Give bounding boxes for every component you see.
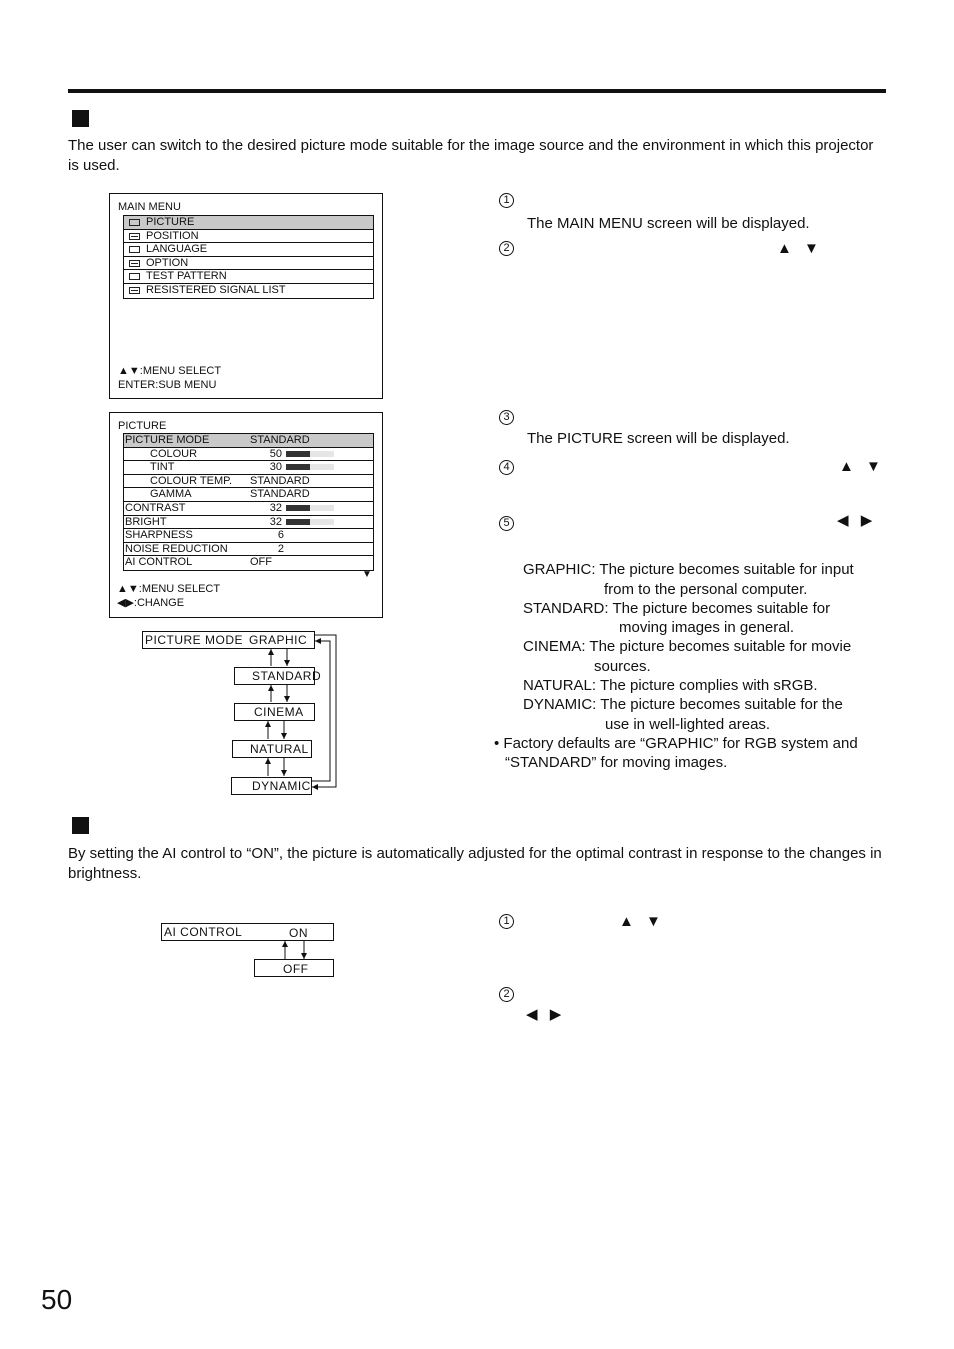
ai-control-header-box [161, 923, 334, 941]
ai-control-label: AI CONTROL [164, 925, 243, 939]
left-right-arrow-icon: ◀ ▶ [526, 1006, 566, 1023]
picture-menu-row-value: STANDARD [250, 434, 310, 446]
step-2-number: 2 [499, 241, 514, 256]
picture-menu-row-label: PICTURE MODE [125, 434, 210, 446]
main-menu-item-label: OPTION [146, 256, 189, 269]
picture-menu-row-value: OFF [250, 556, 272, 569]
main-menu-item-label: PICTURE [146, 216, 195, 228]
standard-desc-2: moving images in general. [619, 619, 795, 636]
step-5-number: 5 [499, 516, 514, 531]
graphic-desc-1: GRAPHIC: The picture becomes suitable for input [523, 561, 854, 578]
ai-step-1-number: 1 [499, 914, 514, 929]
main-menu-item-label: RESISTERED SIGNAL LIST [146, 283, 286, 296]
picture-menu-row-label: AI CONTROL [125, 556, 193, 569]
page-number: 50 [41, 1284, 73, 1315]
main-menu-title: MAIN MENU [118, 201, 181, 213]
up-down-arrow-icon: ▲ ▼ [619, 913, 665, 930]
up-down-arrow-icon: ▲ ▼ [839, 458, 885, 475]
picture-menu-row-number: 32 [269, 515, 282, 528]
picture-menu-row-label: TINT [150, 461, 175, 474]
main-menu-footer-select: ▲▼:MENU SELECT [118, 365, 222, 377]
picture-menu-title: PICTURE [118, 420, 167, 432]
ai-control-off: OFF [283, 962, 309, 976]
picture-menu-row-label: SHARPNESS [125, 529, 193, 542]
mode-graphic: GRAPHIC [249, 633, 308, 647]
intro-paragraph: The user can switch to the desired picture mode suitable for the image source and the environment in which this projector is used. [68, 137, 874, 174]
picture-menu-row-number: 2 [277, 542, 284, 555]
graphic-desc-2: from to the personal computer. [604, 581, 808, 598]
picture-menu-row-label: CONTRAST [125, 501, 186, 514]
picture-menu-row-label: COLOUR [150, 447, 198, 460]
dynamic-desc-1: DYNAMIC: The picture becomes suitable for the [523, 696, 843, 713]
ai-step-2-number: 2 [499, 987, 514, 1002]
step-3-number: 3 [499, 410, 514, 425]
scroll-down-icon: ▼ [362, 569, 372, 580]
picture-menu-row-label: BRIGHT [125, 515, 167, 528]
mode-diagram-label: PICTURE MODE [145, 633, 244, 647]
step-4-number: 4 [499, 460, 514, 475]
picture-menu-row-number: 50 [269, 447, 282, 460]
natural-desc-1: NATURAL: The picture complies with sRGB. [523, 677, 818, 694]
mode-dynamic: DYNAMIC [252, 779, 311, 793]
main-menu-footer-enter: ENTER:SUB MENU [118, 379, 217, 391]
picture-menu-row-number: 32 [269, 501, 282, 514]
mode-natural: NATURAL [250, 742, 309, 756]
picture-menu-footer-select: ▲▼:MENU SELECT [117, 583, 221, 595]
step-3-text: The PICTURE screen will be displayed. [527, 430, 790, 447]
main-menu-item-label: LANGUAGE [146, 243, 208, 256]
ai-control-off-box [254, 959, 334, 977]
step-1-text: The MAIN MENU screen will be displayed. [527, 215, 810, 232]
factory-default-note-1: • Factory defaults are “GRAPHIC” for RGB system and [494, 735, 858, 752]
cinema-desc-1: CINEMA: The picture becomes suitable for movie [523, 638, 852, 655]
main-menu-item-label: TEST PATTERN [146, 270, 227, 283]
picture-menu-row-label: NOISE REDUCTION [125, 542, 228, 555]
factory-default-note-2: “STANDARD” for moving images. [505, 754, 728, 771]
mode-cinema: CINEMA [254, 705, 304, 719]
picture-menu-row-label: GAMMA [150, 488, 192, 501]
picture-menu-footer-change: ◀▶:CHANGE [117, 597, 185, 609]
picture-menu-row-number: 6 [277, 529, 284, 542]
ai-control-on: ON [289, 926, 308, 940]
up-down-arrow-icon: ▲ ▼ [777, 240, 823, 257]
left-right-arrow-icon: ◀ ▶ [837, 512, 877, 529]
dynamic-desc-2: use in well-lighted areas. [605, 716, 771, 733]
picture-menu-row-value: STANDARD [250, 488, 310, 501]
standard-desc-1: STANDARD: The picture becomes suitable for [523, 600, 831, 617]
picture-menu-row-label: COLOUR TEMP. [150, 474, 233, 487]
step-1-number: 1 [499, 193, 514, 208]
ai-paragraph: By setting the AI control to “ON”, the picture is automatically adjusted for the optimal contrast in response to the changes in brightness. [68, 845, 882, 882]
mode-standard: STANDARD [252, 669, 322, 683]
picture-menu-row-value: STANDARD [250, 474, 310, 487]
main-menu-item-label: POSITION [146, 229, 199, 242]
cinema-desc-2: sources. [594, 658, 651, 675]
picture-menu-row-number: 30 [269, 461, 282, 474]
